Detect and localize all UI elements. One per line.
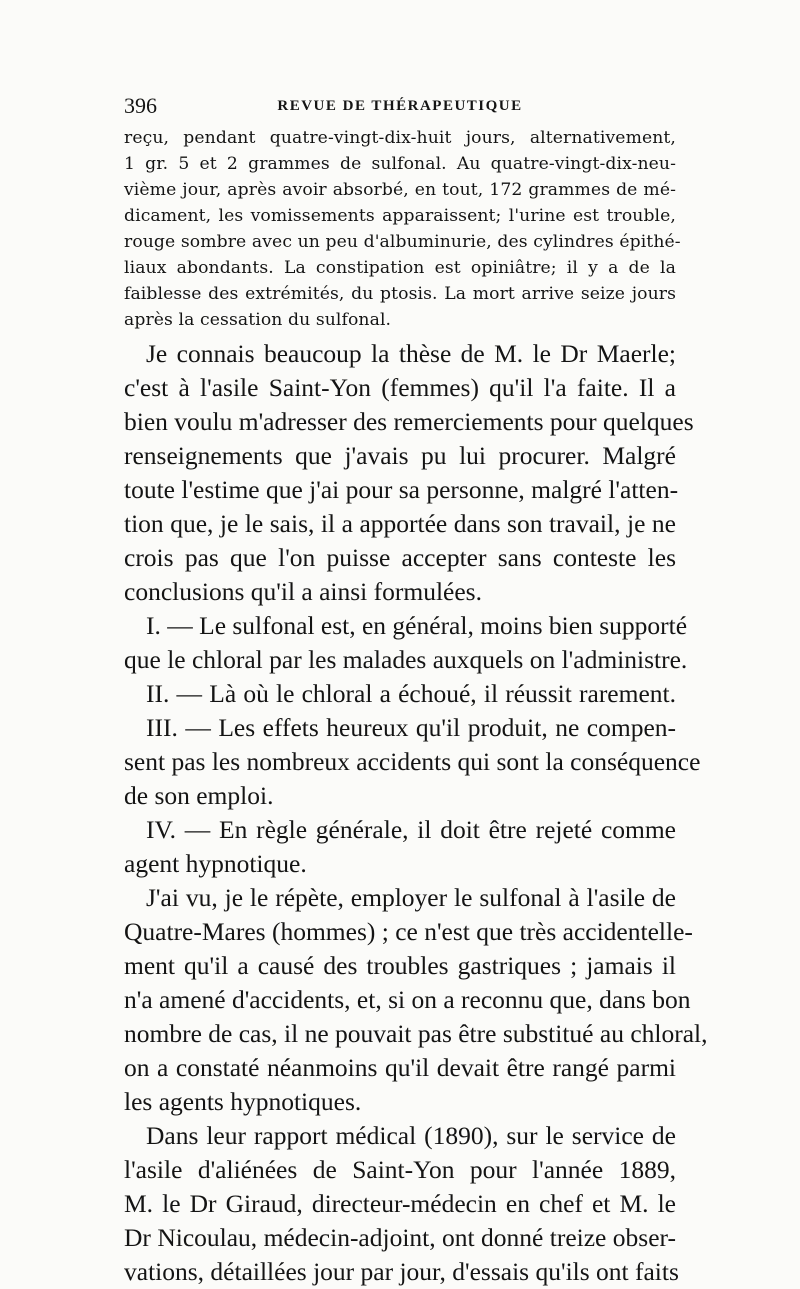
text-line: Quatre-Mares (hommes) ; ce n'est que très accidentelle- bbox=[124, 917, 693, 946]
text-line: M. le Dr Giraud, directeur-médecin en chef et M. le bbox=[124, 1189, 676, 1218]
text-line: les agents hypnotiques. bbox=[124, 1087, 362, 1116]
running-title: REVUE DE THÉRAPEUTIQUE bbox=[277, 98, 523, 114]
text-line: dicament, les vomissements apparaissent; l'urine est trouble, bbox=[124, 206, 676, 226]
text-line: Dr Nicoulau, médecin-adjoint, ont donné treize obser- bbox=[124, 1223, 676, 1252]
text-line: Je connais beaucoup la thèse de M. le Dr Maerle; bbox=[146, 339, 676, 368]
text-line: 1 gr. 5 et 2 grammes de sulfonal. Au quatre-vingt-dix-neu- bbox=[124, 154, 676, 174]
text-line: l'asile d'aliénées de Saint-Yon pour l'année 1889, bbox=[124, 1155, 676, 1184]
text-line: sent pas les nombreux accidents qui sont la conséquence bbox=[124, 747, 701, 776]
text-line: c'est à l'asile Saint-Yon (femmes) qu'il l'a faite. Il a bbox=[124, 373, 676, 402]
text-line: reçu, pendant quatre-vingt-dix-huit jours, alternativement, bbox=[124, 128, 676, 148]
text-line: que le chloral par les malades auxquels on l'administre. bbox=[124, 645, 688, 674]
text-line: tion que, je le sais, il a apportée dans son travail, je ne bbox=[124, 509, 676, 538]
page-number: 396 bbox=[124, 93, 157, 118]
text-line: vième jour, après avoir absorbé, en tout, 172 grammes de mé- bbox=[124, 180, 676, 200]
text-line: liaux abondants. La constipation est opiniâtre; il y a de la bbox=[124, 258, 676, 278]
conclusion-item: I. — Le sulfonal est, en général, moins bien supporté bbox=[146, 611, 688, 640]
conclusion-item: IV. — En règle générale, il doit être rejeté comme bbox=[146, 815, 676, 844]
text-line: faiblesse des extrémités, du ptosis. La mort arrive seize jours bbox=[124, 284, 676, 304]
body-text bbox=[124, 0, 708, 1286]
conclusion-item: III. — Les effets heureux qu'il produit, ne compen- bbox=[146, 713, 676, 742]
text-line: on a constaté néanmoins qu'il devait être rangé parmi bbox=[124, 1053, 676, 1082]
text-line: nombre de cas, il ne pouvait pas être substitué au chloral, bbox=[124, 1019, 708, 1048]
text-line: bien voulu m'adresser des remerciements pour quelques bbox=[124, 407, 694, 436]
conclusion-item: II. — Là où le chloral a échoué, il réussit rarement. bbox=[146, 679, 676, 708]
text-line: Dans leur rapport médical (1890), sur le service de bbox=[146, 1121, 676, 1150]
text-line: conclusions qu'il a ainsi formulées. bbox=[124, 577, 482, 606]
text-line: n'a amené d'accidents, et, si on a reconnu que, dans bon bbox=[124, 985, 691, 1014]
text-line: renseignements que j'avais pu lui procurer. Malgré bbox=[124, 441, 676, 470]
text-line: crois pas que l'on puisse accepter sans conteste les bbox=[124, 543, 676, 572]
text-line: de son emploi. bbox=[124, 781, 274, 810]
text-line: vations, détaillées jour par jour, d'essais qu'ils ont faits bbox=[124, 1257, 679, 1286]
text-line: après la cessation du sulfonal. bbox=[124, 310, 392, 330]
text-line: rouge sombre avec un peu d'albuminurie, des cylindres épithé- bbox=[124, 232, 681, 252]
text-line: J'ai vu, je le répète, employer le sulfonal à l'asile de bbox=[146, 883, 676, 912]
text-line: ment qu'il a causé des troubles gastriques ; jamais il bbox=[124, 951, 676, 980]
text-line: agent hypnotique. bbox=[124, 849, 307, 878]
text-line: toute l'estime que j'ai pour sa personne, malgré l'atten- bbox=[124, 475, 679, 504]
